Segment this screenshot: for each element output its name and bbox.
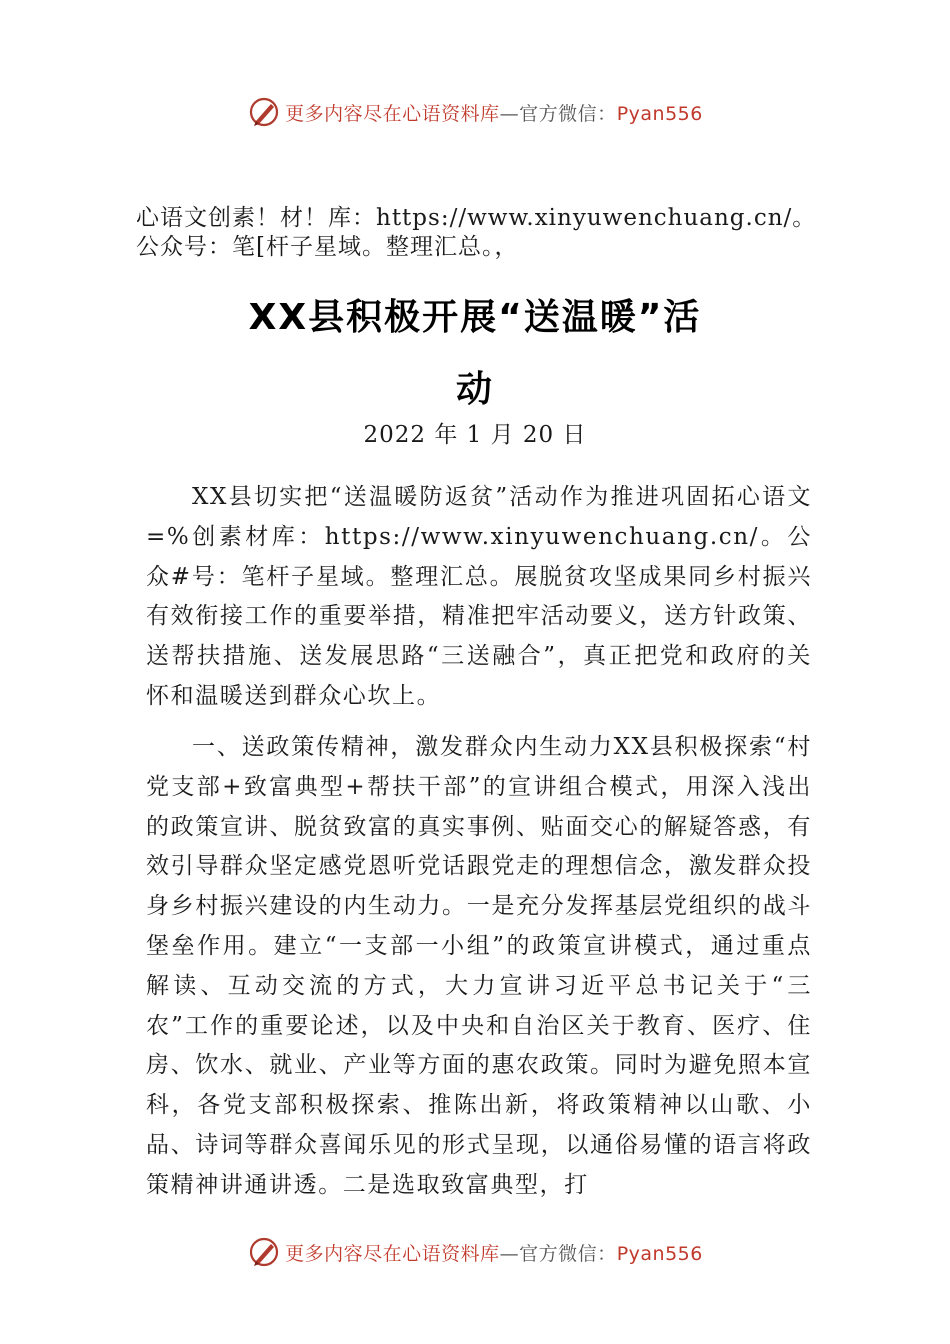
footer-banner [0, 1232, 950, 1272]
title-line-1: XX县积极开展“送温暖”活 [248, 297, 702, 338]
pen-logo-icon [247, 1235, 281, 1269]
page-title [150, 282, 800, 426]
banner-text: 更多内容尽在心语资料库—官方微信：Pyan556 [285, 1242, 703, 1265]
publish-date: 2022 年 1 月 20 日 [363, 422, 587, 448]
title-line-2: 动 [455, 369, 494, 410]
source-notice: 心语文创素！材！库：https://www.xinyuwenchuang.cn/。公众号：笔[杆子星域。整理汇总。， [136, 205, 817, 260]
paragraph-intro: XX县切实把“送温暖防返贫”活动作为推进巩固拓心语文=%创素材库：https://www.xinyuwenchuang.cn/。公众#号：笔杆子星域。整理汇总。展脱贫攻坚成果同乡村振兴有效衔接工作的重要举措，精准把牢活动要义，送方针政策、送帮扶措施、送发展思路“三送融合”，真正把党和政府的关怀和温暖送到群众心坎上。 [146, 484, 812, 709]
header-banner [0, 92, 950, 132]
paragraph-section-1: 一、送政策传精神，激发群众内生动力XX县积极探索“村党支部+致富典型+帮扶干部”的宣讲组合模式，用深入浅出的政策宣讲、脱贫致富的真实事例、贴面交心的解疑答惑，有效引导群众坚定感党恩听党话跟党走的理想信念，激发群众投身乡村振兴建设的内生动力。一是充分发挥基层党组织的战斗堡垒作用。建立“一支部一小组”的政策宣讲模式，通过重点解读、互动交流的方式，大力宣讲习近平总书记关于“三农”工作的重要论述，以及中央和自治区关于教育、医疗、住房、饮水、就业、产业等方面的惠农政策。同时为避免照本宣科，各党支部积极探索、推陈出新，将政策精神以山歌、小品、诗词等群众喜闻乐见的形式呈现，以通俗易懂的语言将政策精神讲通讲透。二是选取致富典型，打 [146, 734, 812, 1198]
pen-logo-icon [247, 95, 281, 129]
banner-text: 更多内容尽在心语资料库—官方微信：Pyan556 [285, 102, 703, 125]
